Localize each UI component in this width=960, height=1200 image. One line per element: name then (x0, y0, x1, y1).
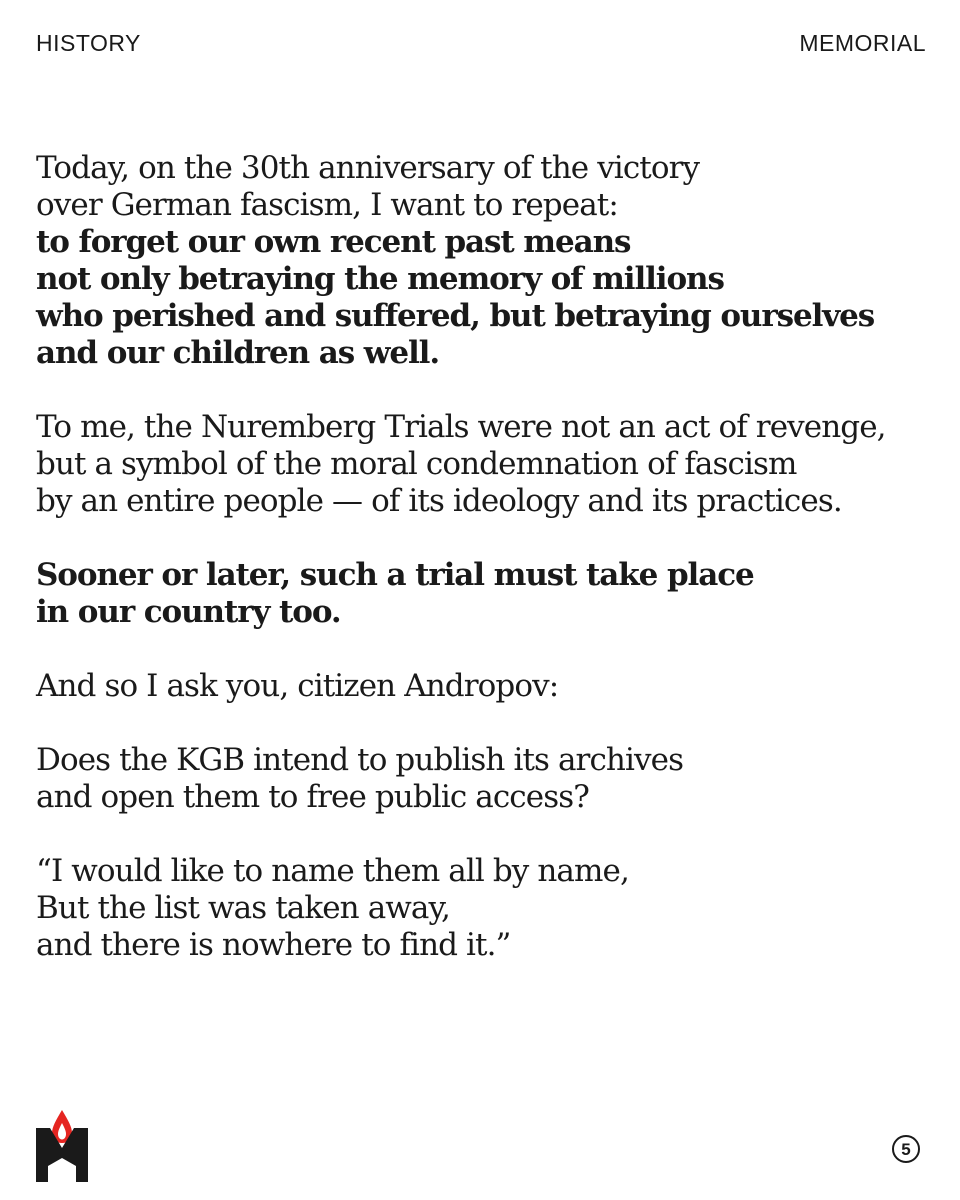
page-header (36, 30, 926, 57)
text-line: over German fascism, I want to repeat: (36, 187, 618, 223)
bold-text-line: to forget our own recent past means (36, 224, 631, 260)
letter-text (36, 150, 936, 1001)
text-line: by an entire people — of its ideology and its practices. (36, 483, 842, 519)
paragraph (36, 668, 936, 705)
memorial-logo (36, 1110, 88, 1182)
text-line: To me, the Nuremberg Trials were not an act of revenge, (36, 409, 886, 445)
paragraph (36, 853, 936, 964)
text-line: and there is nowhere to find it.” (36, 927, 511, 963)
bold-text-line: not only betraying the memory of millions (36, 261, 724, 297)
text-line: And so I ask you, citizen Andropov: (36, 668, 559, 704)
section-label: HISTORY (36, 30, 141, 56)
text-line: and open them to free public access? (36, 779, 589, 815)
bold-text-line: who perished and suffered, but betraying ourselves (36, 298, 875, 334)
text-line: Today, on the 30th anniversary of the victory (36, 150, 700, 186)
text-line: But the list was taken away, (36, 890, 450, 926)
page-number-badge: 5 (892, 1135, 920, 1163)
paragraph (36, 409, 936, 520)
paragraph (36, 742, 936, 816)
text-line: but a symbol of the moral condemnation of fascism (36, 446, 797, 482)
text-line: Does the KGB intend to publish its archives (36, 742, 684, 778)
text-line: “I would like to name them all by name, (36, 853, 629, 889)
paragraph (36, 557, 936, 631)
bold-text-line: in our country too. (36, 594, 341, 630)
publisher-label: MEMORIAL (799, 30, 926, 56)
bold-text-line: and our children as well. (36, 335, 440, 371)
bold-text-line: Sooner or later, such a trial must take place (36, 557, 754, 593)
memorial-flame-m-logo-icon (36, 1110, 88, 1182)
paragraph (36, 150, 936, 372)
